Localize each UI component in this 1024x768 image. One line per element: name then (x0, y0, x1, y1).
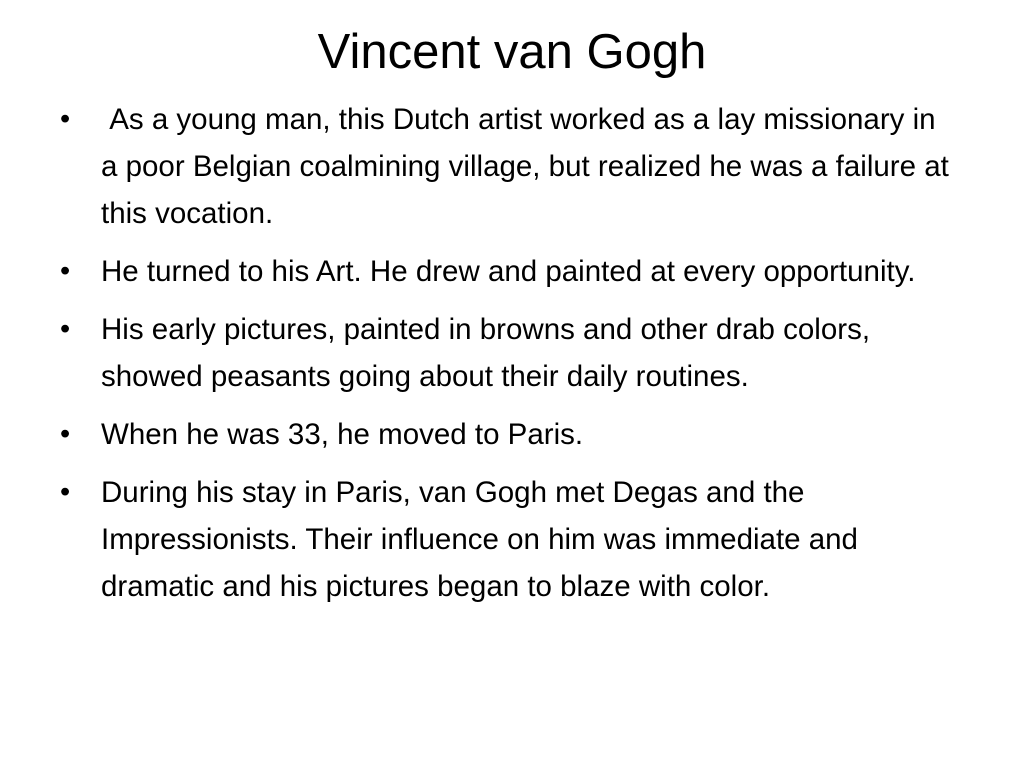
slide-title: Vincent van Gogh (317, 25, 707, 79)
bullet-dot-icon: • (60, 313, 71, 345)
bullet-text: During his stay in Paris, van Gogh met Degas and the Impressionists. Their influence on him was immediate and dramatic and his pictures began to blaze with color. (101, 476, 858, 603)
bullet-dot-icon: • (60, 103, 71, 135)
bullet-item (56, 469, 956, 610)
bullet-dot-icon: • (60, 255, 71, 287)
bullet-dot-icon: • (60, 418, 71, 450)
bullet-item (56, 248, 956, 295)
bullet-text: As a young man, this Dutch artist worked as a lay missionary in a poor Belgian coalmining village, but realized he was a failure at this vocation. (101, 103, 958, 230)
bullet-item (56, 306, 956, 400)
bullet-item (56, 96, 956, 237)
bullet-item (56, 411, 956, 458)
bullet-text: His early pictures, painted in browns and other drab colors, showed peasants going about their daily routines. (101, 313, 871, 393)
bullet-dot-icon: • (60, 476, 71, 508)
bullet-text: He turned to his Art. He drew and painted at every opportunity. (101, 255, 916, 288)
bullet-list (56, 96, 956, 621)
bullet-text: When he was 33, he moved to Paris. (101, 418, 584, 451)
